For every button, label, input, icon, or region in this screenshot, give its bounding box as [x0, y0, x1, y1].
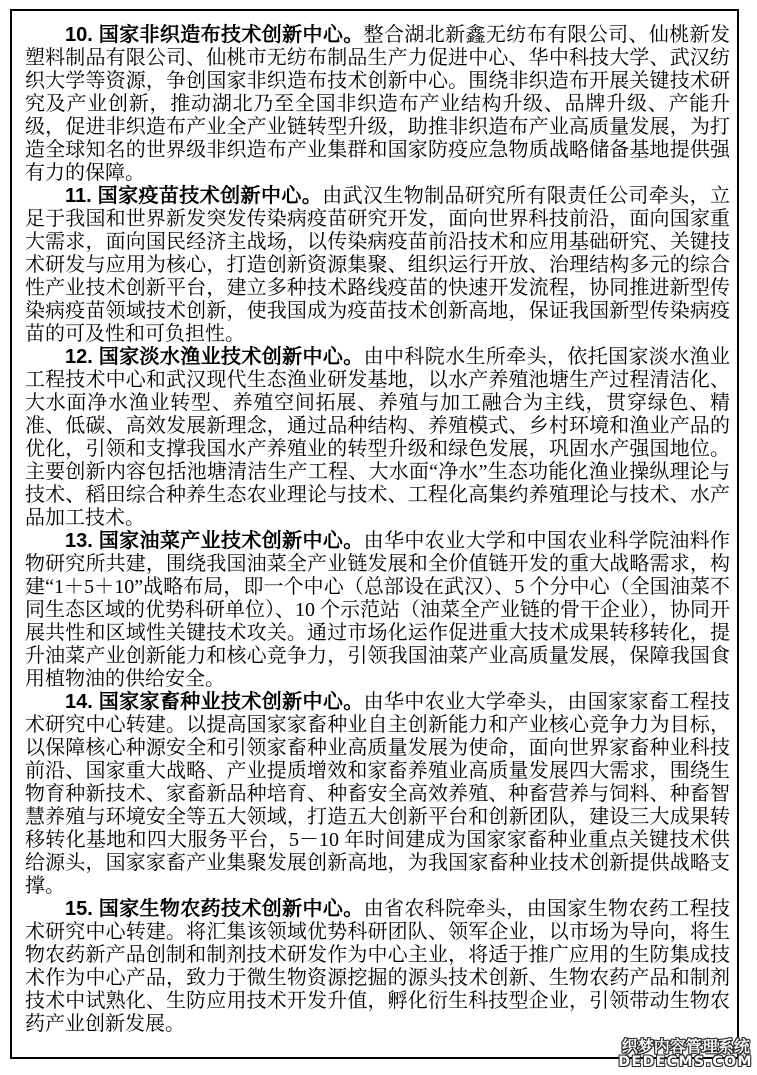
paragraph-11-body: 由武汉生物制品研究所有限责任公司牵头，立足于我国和世界新发突发传染病疫苗研究开发，面向世界科技前沿，面向国家重大需求，面向国民经济主战场，以传染病疫苗前沿技术和应用基础研究、关键技术研发与应用为核心，打造创新资源集聚、组织运行开放、治理结构多元的综合性产业技术创新平台，建立多种技术路线疫苗的快速开发流程，协同推进新型传染病疫苗领域技术创新，使我国成为疫苗技术创新高地，保证我国新型传染病疫苗的可及性和可负担性。 [25, 185, 730, 345]
paragraph-15-body: 由省农科院牵头，由国家生物农药工程技术研究中心转建。将汇集该领域优势科研团队、领军企业，以市场为导向，将生物农药新产品创制和制剂技术研发作为中心主业，将适于推广应用的生防集成技术作为中心产品，致力于微生物资源挖掘的源头技术创新、生物农药产品和制剂技术中试熟化、生防应用技术开发升值，孵化衍生科技型企业，引领带动生物农药产业创新发展。 [25, 898, 731, 1035]
dedecms-watermark [618, 1039, 753, 1070]
paragraph-14-body: 由华中农业大学牵头，由国家家畜工程技术研究中心转建。以提高国家家畜种业自主创新能力和产业核心竞争力为目标，以保障核心种源安全和引领家畜种业高质量发展为使命，面向世界家畜种业科技前沿、国家重大战略、产业提质增效和家畜养殖业高质量发展四大需求，围绕生物育种新技术、家畜新品种培育、种畜安全高效养殖、种畜营养与饲料、种畜智慧养殖与环境安全等五大领域，打造五大创新平台和创新团队，建设三大成果转移转化基地和四大服务平台，5－10 年时间建成为国家家畜种业重点关键技术供给源头，国家家畜产业集聚发展创新高地，为我国家畜种业技术创新提供战略支撑。 [25, 691, 731, 897]
paragraph-13-heading: 13. 国家油菜产业技术创新中心。 [65, 530, 364, 552]
paragraph-14 [25, 691, 730, 898]
paragraph-13 [25, 530, 730, 691]
watermark-text-cn: 织梦内容管理系统 [621, 1037, 750, 1056]
paragraph-15 [25, 898, 730, 1036]
paragraph-12-body: 由中科院水生所牵头，依托国家淡水渔业工程技术中心和武汉现代生态渔业研发基地，以水产养殖池塘生产过程清洁化、大水面净水渔业转型、养殖空间拓展、养殖与加工融合为主线，贯穿绿色、精准、低碳、高效发展新理念，通过品种结构、养殖模式、乡村环境和渔业产品的优化，引领和支撑我国水产养殖业的转型升级和绿色发展，巩固水产强国地位。主要创新内容包括池塘清洁生产工程、大水面“净水”生态功能化渔业操纵理论与技术、稻田综合种养生态农业理论与技术、工程化高集约养殖理论与技术、水产品加工技术。 [25, 346, 731, 529]
paragraph-12 [25, 346, 730, 530]
paragraph-10-heading: 10. 国家非织造布技术创新中心。 [65, 24, 364, 46]
paragraph-13-body: 由华中农业大学和中国农业科学院油料作物研究所共建，围绕我国油菜全产业链发展和全价值链开发的重大战略需求，构建“1＋5＋10”战略布局，即一个中心（总部设在武汉）、5 个分中心（全国油菜不同生态区域的优势科研单位）、10 个示范站（油菜全产业链的骨干企业），协同开展共性和区域性关键技术攻关。通过市场化运作促进重大技术成果转移转化，提升油菜产业创新能力和核心竞争力，引领我国油菜产业高质量发展，保障我国食用植物油的供给安全。 [25, 530, 731, 690]
paragraph-10 [25, 24, 730, 185]
document-page [10, 9, 739, 1059]
paragraph-12-heading: 12. 国家淡水渔业技术创新中心。 [65, 346, 364, 368]
watermark-text-en: DEDECMS.COM [618, 1054, 753, 1070]
paragraph-11 [25, 185, 730, 346]
paragraph-11-heading: 11. 国家疫苗技术创新中心。 [65, 185, 323, 207]
paragraph-14-heading: 14. 国家家畜种业技术创新中心。 [65, 691, 364, 713]
paragraph-15-heading: 15. 国家生物农药技术创新中心。 [65, 898, 364, 920]
paragraph-10-body: 整合湖北新鑫无纺布有限公司、仙桃新发塑料制品有限公司、仙桃市无纺布制品生产力促进中心、华中科技大学、武汉纺织大学等资源，争创国家非织造布技术创新中心。围绕非织造布开展关键技术研究及产业创新，推动湖北乃至全国非织造布产业结构升级、品牌升级、产能升级，促进非织造布产业全产业链转型升级，助推非织造布产业高质量发展，为打造全球知名的世界级非织造布产业集群和国家防疫应急物质战略储备基地提供强有力的保障。 [25, 24, 731, 184]
